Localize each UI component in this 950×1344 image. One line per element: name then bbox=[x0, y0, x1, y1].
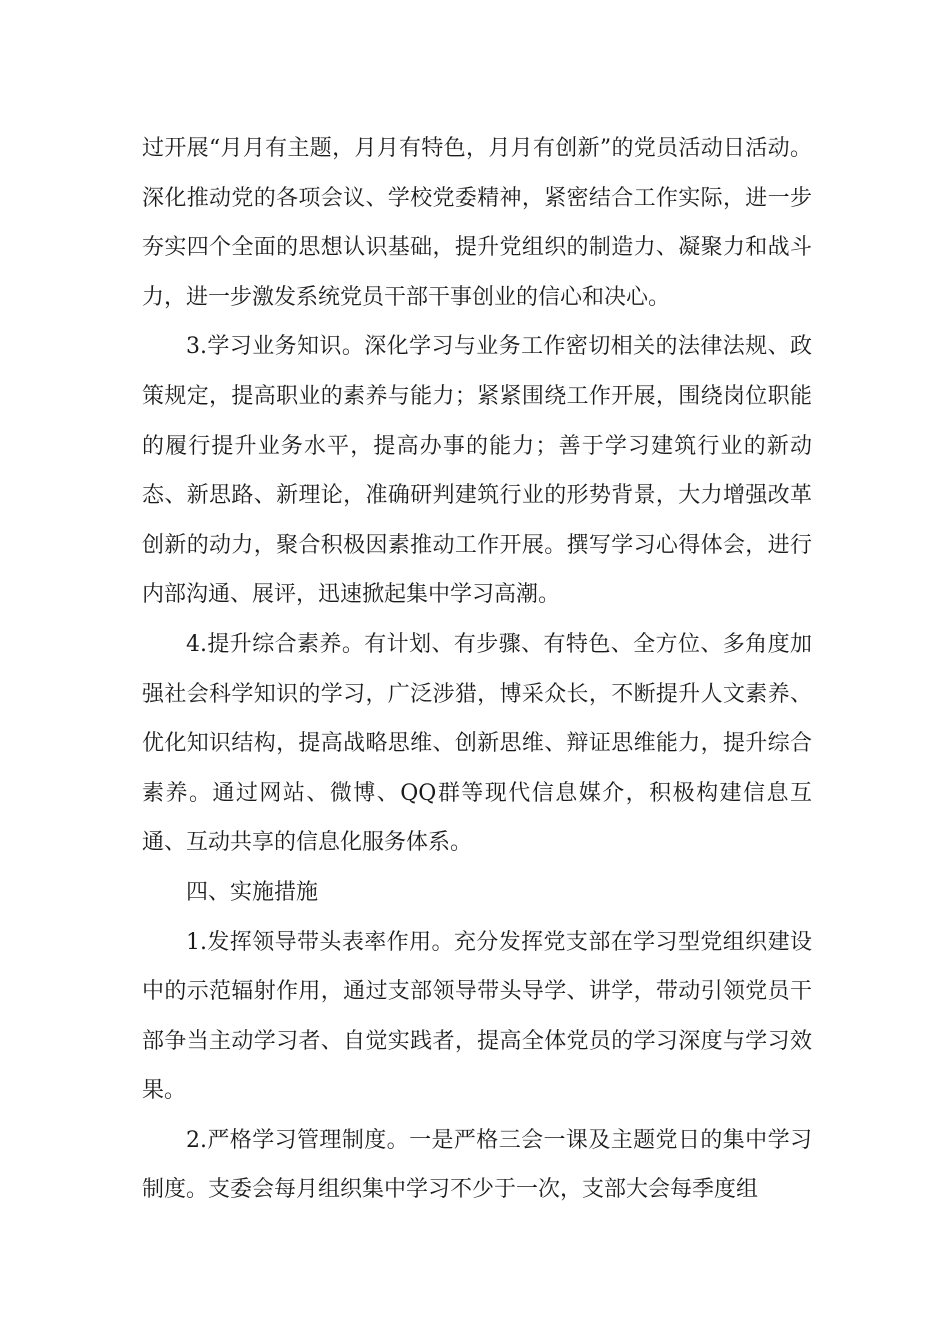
paragraph-study-management: 2.严格学习管理制度。一是严格三会一课及主题党日的集中学习制度。支委会每月组织集中学习不少于一次，支部大会每季度组 bbox=[142, 1127, 812, 1203]
section-heading-implementation: 四、实施措施 bbox=[186, 879, 319, 905]
paragraph-leadership-role: 1.发挥领导带头表率作用。充分发挥党支部在学习型党组织建设中的示范辐射作用，通过支部领导带头导学、讲学，带动引领党员干部争当主动学习者、自觉实践者，提高全体党员的学习深度与学习效果。 bbox=[142, 929, 812, 1104]
document-body bbox=[142, 124, 812, 1215]
paragraph-comprehensive-quality: 4.提升综合素养。有计划、有步骤、有特色、全方位、多角度加强社会科学知识的学习，广泛涉猎，博采众长，不断提升人文素养、优化知识结构，提高战略思维、创新思维、辩证思维能力，提升综合素养。通过网站、微博、QQ群等现代信息媒介，积极构建信息互通、互动共享的信息化服务体系。 bbox=[142, 631, 812, 856]
paragraph-business-knowledge: 3.学习业务知识。深化学习与业务工作密切相关的法律法规、政策规定，提高职业的素养与能力；紧紧围绕工作开展，围绕岗位职能的履行提升业务水平，提高办事的能力；善于学习建筑行业的新动态、新思路、新理论，准确研判建筑行业的形势背景，大力增强改革创新的动力，聚合积极因素推动工作开展。撰写学习心得体会，进行内部沟通、展评，迅速掀起集中学习高潮。 bbox=[142, 334, 812, 608]
paragraph-continued-activities: 过开展“月月有主题，月月有特色，月月有创新”的党员活动日活动。深化推动党的各项会议、学校党委精神，紧密结合工作实际，进一步夯实四个全面的思想认识基础，提升党组织的制造力、凝聚力和战斗力，进一步激发系统党员干部干事创业的信心和决心。 bbox=[142, 136, 812, 310]
